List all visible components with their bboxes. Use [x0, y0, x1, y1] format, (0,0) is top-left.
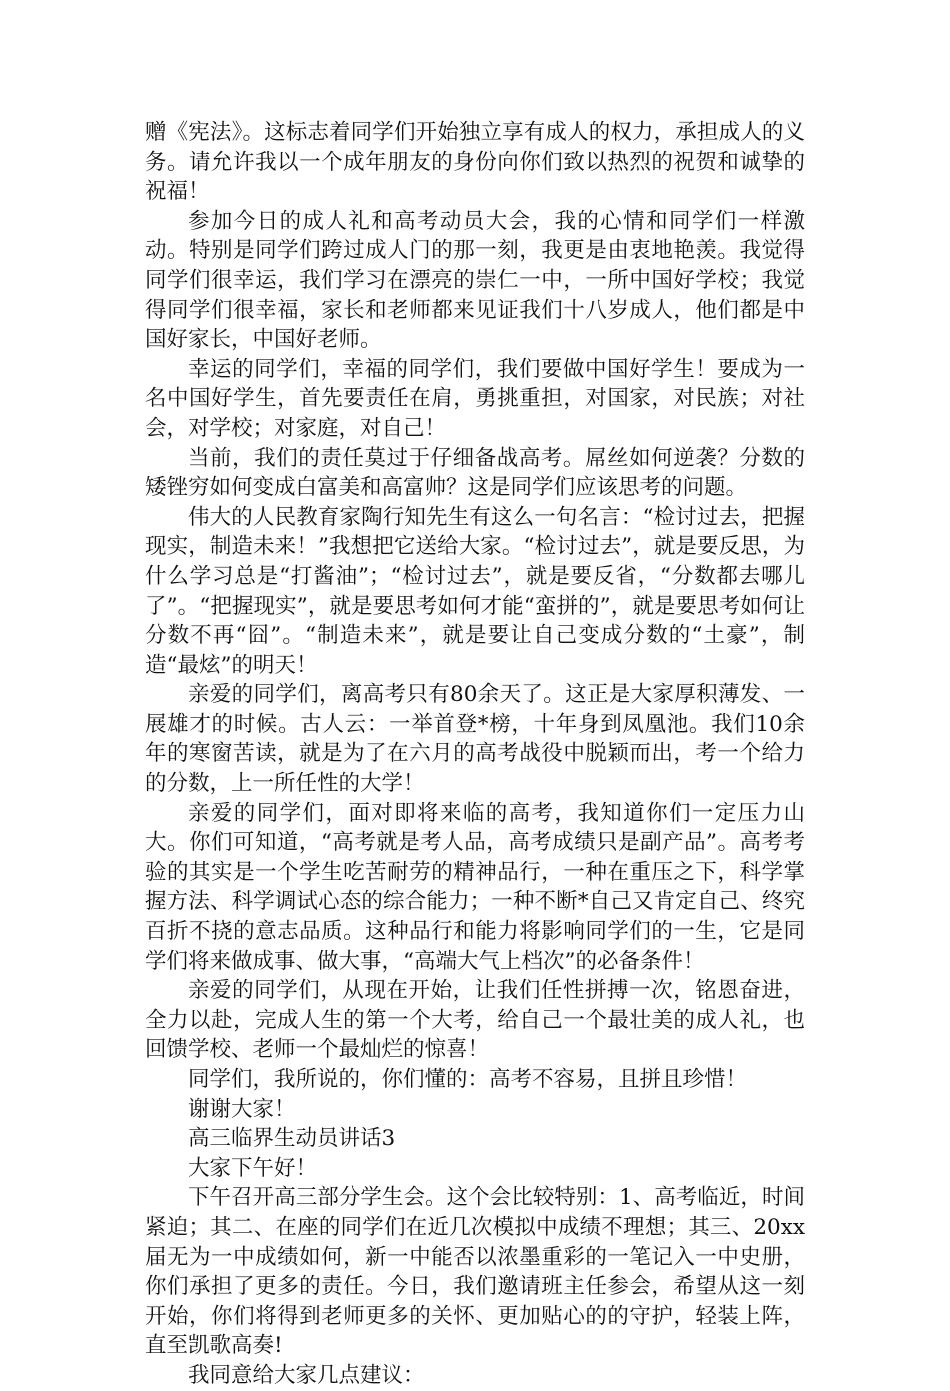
paragraph-4: 当前，我们的责任莫过于仔细备战高考。屌丝如何逆袭？分数的矮锉穷如何变成白富美和高富帅？这是同学们应该思考的问题。 [145, 445, 805, 501]
paragraph-14: 我同意给大家几点建议： [188, 1362, 425, 1388]
paragraph-9: 同学们，我所说的，你们懂的：高考不容易，且拼且珍惜！ [188, 1067, 748, 1092]
paragraph-8: 亲爱的同学们，从现在开始，让我们任性拼搏一次，铭恩奋进，全力以赴，完成人生的第一个大考，给自己一个最壮美的成人礼，也回馈学校、老师一个最灿烂的惊喜！ [145, 978, 805, 1063]
paragraph-3: 幸运的同学们，幸福的同学们，我们要做中国好学生！要成为一名中国好学生，首先要责任在肩，勇挑重担，对国家，对民族；对社会，对学校；对家庭，对自己！ [145, 356, 805, 441]
paragraph-5: 伟大的人民教育家陶行知先生有这么一句名言：“检讨过去，把握现实，制造未来！”我想把它送给大家。“检讨过去”，就是要反思，为什么学习总是“打酱油”；“检讨过去”，就是要反省，“分数都去哪儿了”。“把握现实”，就是要思考如何才能“蛮拼的”，就是要思考如何让分数不再“囧”。“制造未来”，就是要让自己变成分数的“土豪”，制造“最炫”的明天！ [145, 504, 805, 678]
paragraph-2: 参加今日的成人礼和高考动员大会，我的心情和同学们一样激动。特别是同学们跨过成人门的那一刻，我更是由衷地艳羡。我觉得同学们很幸运，我们学习在漂亮的崇仁一中，一所中国好学校；我觉得同学们很幸福，家长和老师都来见证我们十八岁成人，他们都是中国好家长，中国好老师。 [145, 208, 805, 353]
paragraph-7: 亲爱的同学们，面对即将来临的高考，我知道你们一定压力山大。你们可知道，“高考就是考人品，高考成绩只是副产品”。高考考验的其实是一个学生吃苦耐劳的精神品行，一种在重压之下，科学掌握方法、科学调试心态的综合能力；一种不断*自己又肯定自己、终究百折不挠的意志品质。这种品行和能力将影响同学们的一生，它是同学们将来做成事、做大事，“高端大气上档次”的必备条件！ [145, 800, 805, 974]
paragraph-6: 亲爱的同学们，离高考只有80余天了。这正是大家厚积薄发、一展雄才的时候。古人云：一举首登*榜，十年身到凤凰池。我们10余年的寒窗苦读，就是为了在六月的高考战役中脱颖而出，考一个给力的分数，上一所任性的大学！ [145, 682, 805, 797]
paragraph-13: 下午召开高三部分学生会。这个会比较特别：1、高考临近，时间紧迫；其二、在座的同学们在近几次模拟中成绩不理想；其三、20xx届无为一中成绩如何，新一中能否以浓墨重彩的一笔记入一中史册，你们承担了更多的责任。今日，我们邀请班主任参会，希望从这一刻开始，你们将得到老师更多的关怀、更加贴心的的守护，轻装上阵，直至凯歌高奏! [145, 1185, 805, 1359]
section-heading: 高三临界生动员讲话3 [188, 1126, 396, 1152]
paragraph-1: 赠《宪法》。这标志着同学们开始独立享有成人的权力，承担成人的义务。请允许我以一个成年朋友的身份向你们致以热烈的祝贺和诚挚的祝福！ [145, 120, 805, 205]
document-body [145, 118, 805, 1391]
paragraph-10: 谢谢大家！ [188, 1096, 296, 1122]
greeting: 大家下午好！ [188, 1155, 318, 1181]
